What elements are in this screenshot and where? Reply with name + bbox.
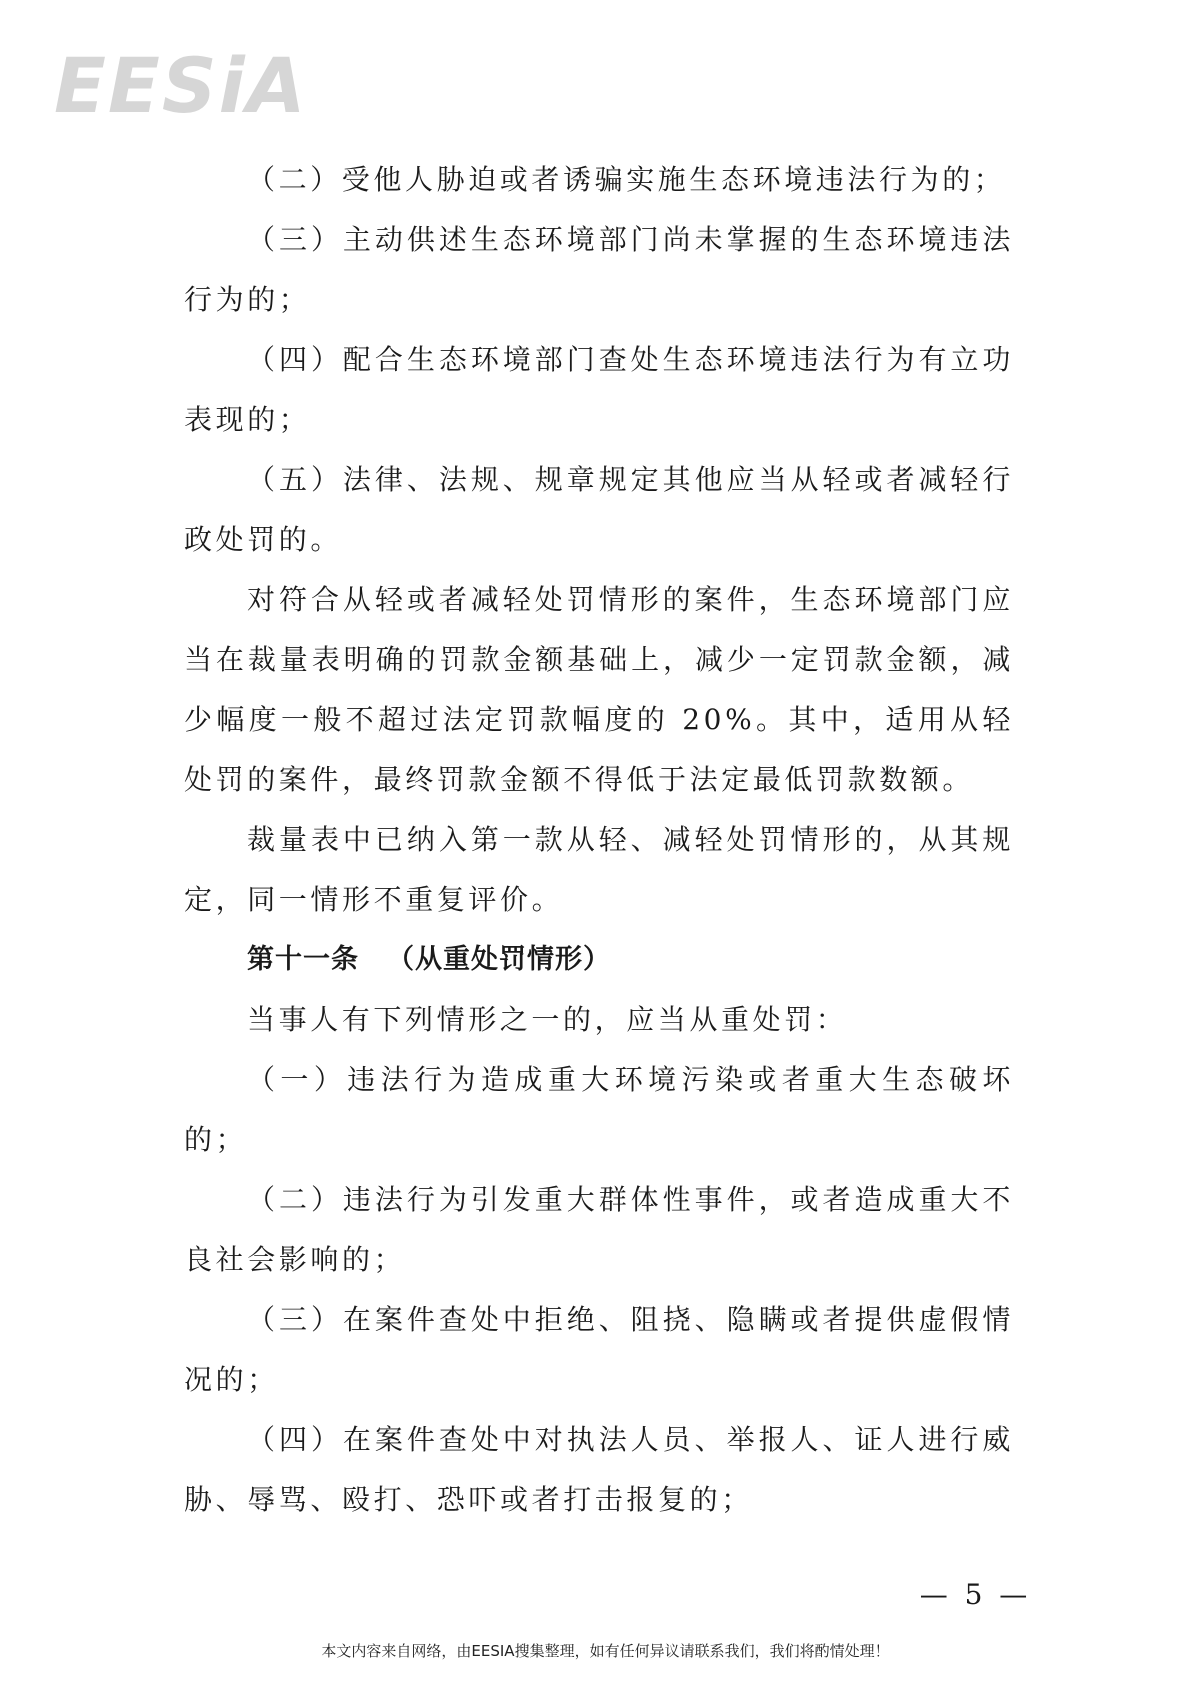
paragraph-aggravating-item-4: （四）在案件查处中对执法人员、举报人、证人进行威胁、辱骂、殴打、恐吓或者打击报复的； (184, 1423, 1014, 1516)
paragraph-item-4: （四）配合生态环境部门查处生态环境违法行为有立功表现的； (184, 343, 1014, 436)
article-title: （从重处罚情形） (387, 944, 611, 975)
paragraph-aggravating-intro: 当事人有下列情形之一的，应当从重处罚： (247, 1003, 848, 1036)
paragraph-aggravating-item-3: （三）在案件查处中拒绝、阻挠、隐瞒或者提供虚假情况的； (184, 1303, 1014, 1396)
paragraph-item-3: （三）主动供述生态环境部门尚未掌握的生态环境违法行为的； (184, 223, 1014, 316)
eesia-watermark-logo: EESiA (54, 41, 308, 130)
article-number: 第十一条 (247, 944, 359, 975)
paragraph-mitigation-rule: 对符合从轻或者减轻处罚情形的案件，生态环境部门应当在裁量表明确的罚款金额基础上，减少一定罚款金额，减少幅度一般不超过法定罚款幅度的 20%。其中，适用从轻处罚的案件，最终罚款金额不得低于法定最低罚款数额。 (184, 583, 1014, 796)
paragraph-aggravating-item-1: （一）违法行为造成重大环境污染或者重大生态破坏的； (184, 1063, 1014, 1156)
paragraph-aggravating-item-2: （二）违法行为引发重大群体性事件，或者造成重大不良社会影响的； (184, 1183, 1014, 1276)
document-body (184, 150, 1014, 1530)
page-number: — 5 — (919, 1578, 1032, 1611)
footer-disclaimer: 本文内容来自网络，由EESIA搜集整理，如有任何异议请联系我们，我们将酌情处理！ (321, 1642, 890, 1660)
article-heading (184, 930, 1014, 990)
paragraph-item-5: （五）法律、法规、规章规定其他应当从轻或者减轻行政处罚的。 (184, 463, 1014, 556)
paragraph-no-duplicate-rule: 裁量表中已纳入第一款从轻、减轻处罚情形的，从其规定，同一情形不重复评价。 (184, 823, 1014, 916)
paragraph-item-2: （二）受他人胁迫或者诱骗实施生态环境违法行为的； (247, 163, 1006, 196)
